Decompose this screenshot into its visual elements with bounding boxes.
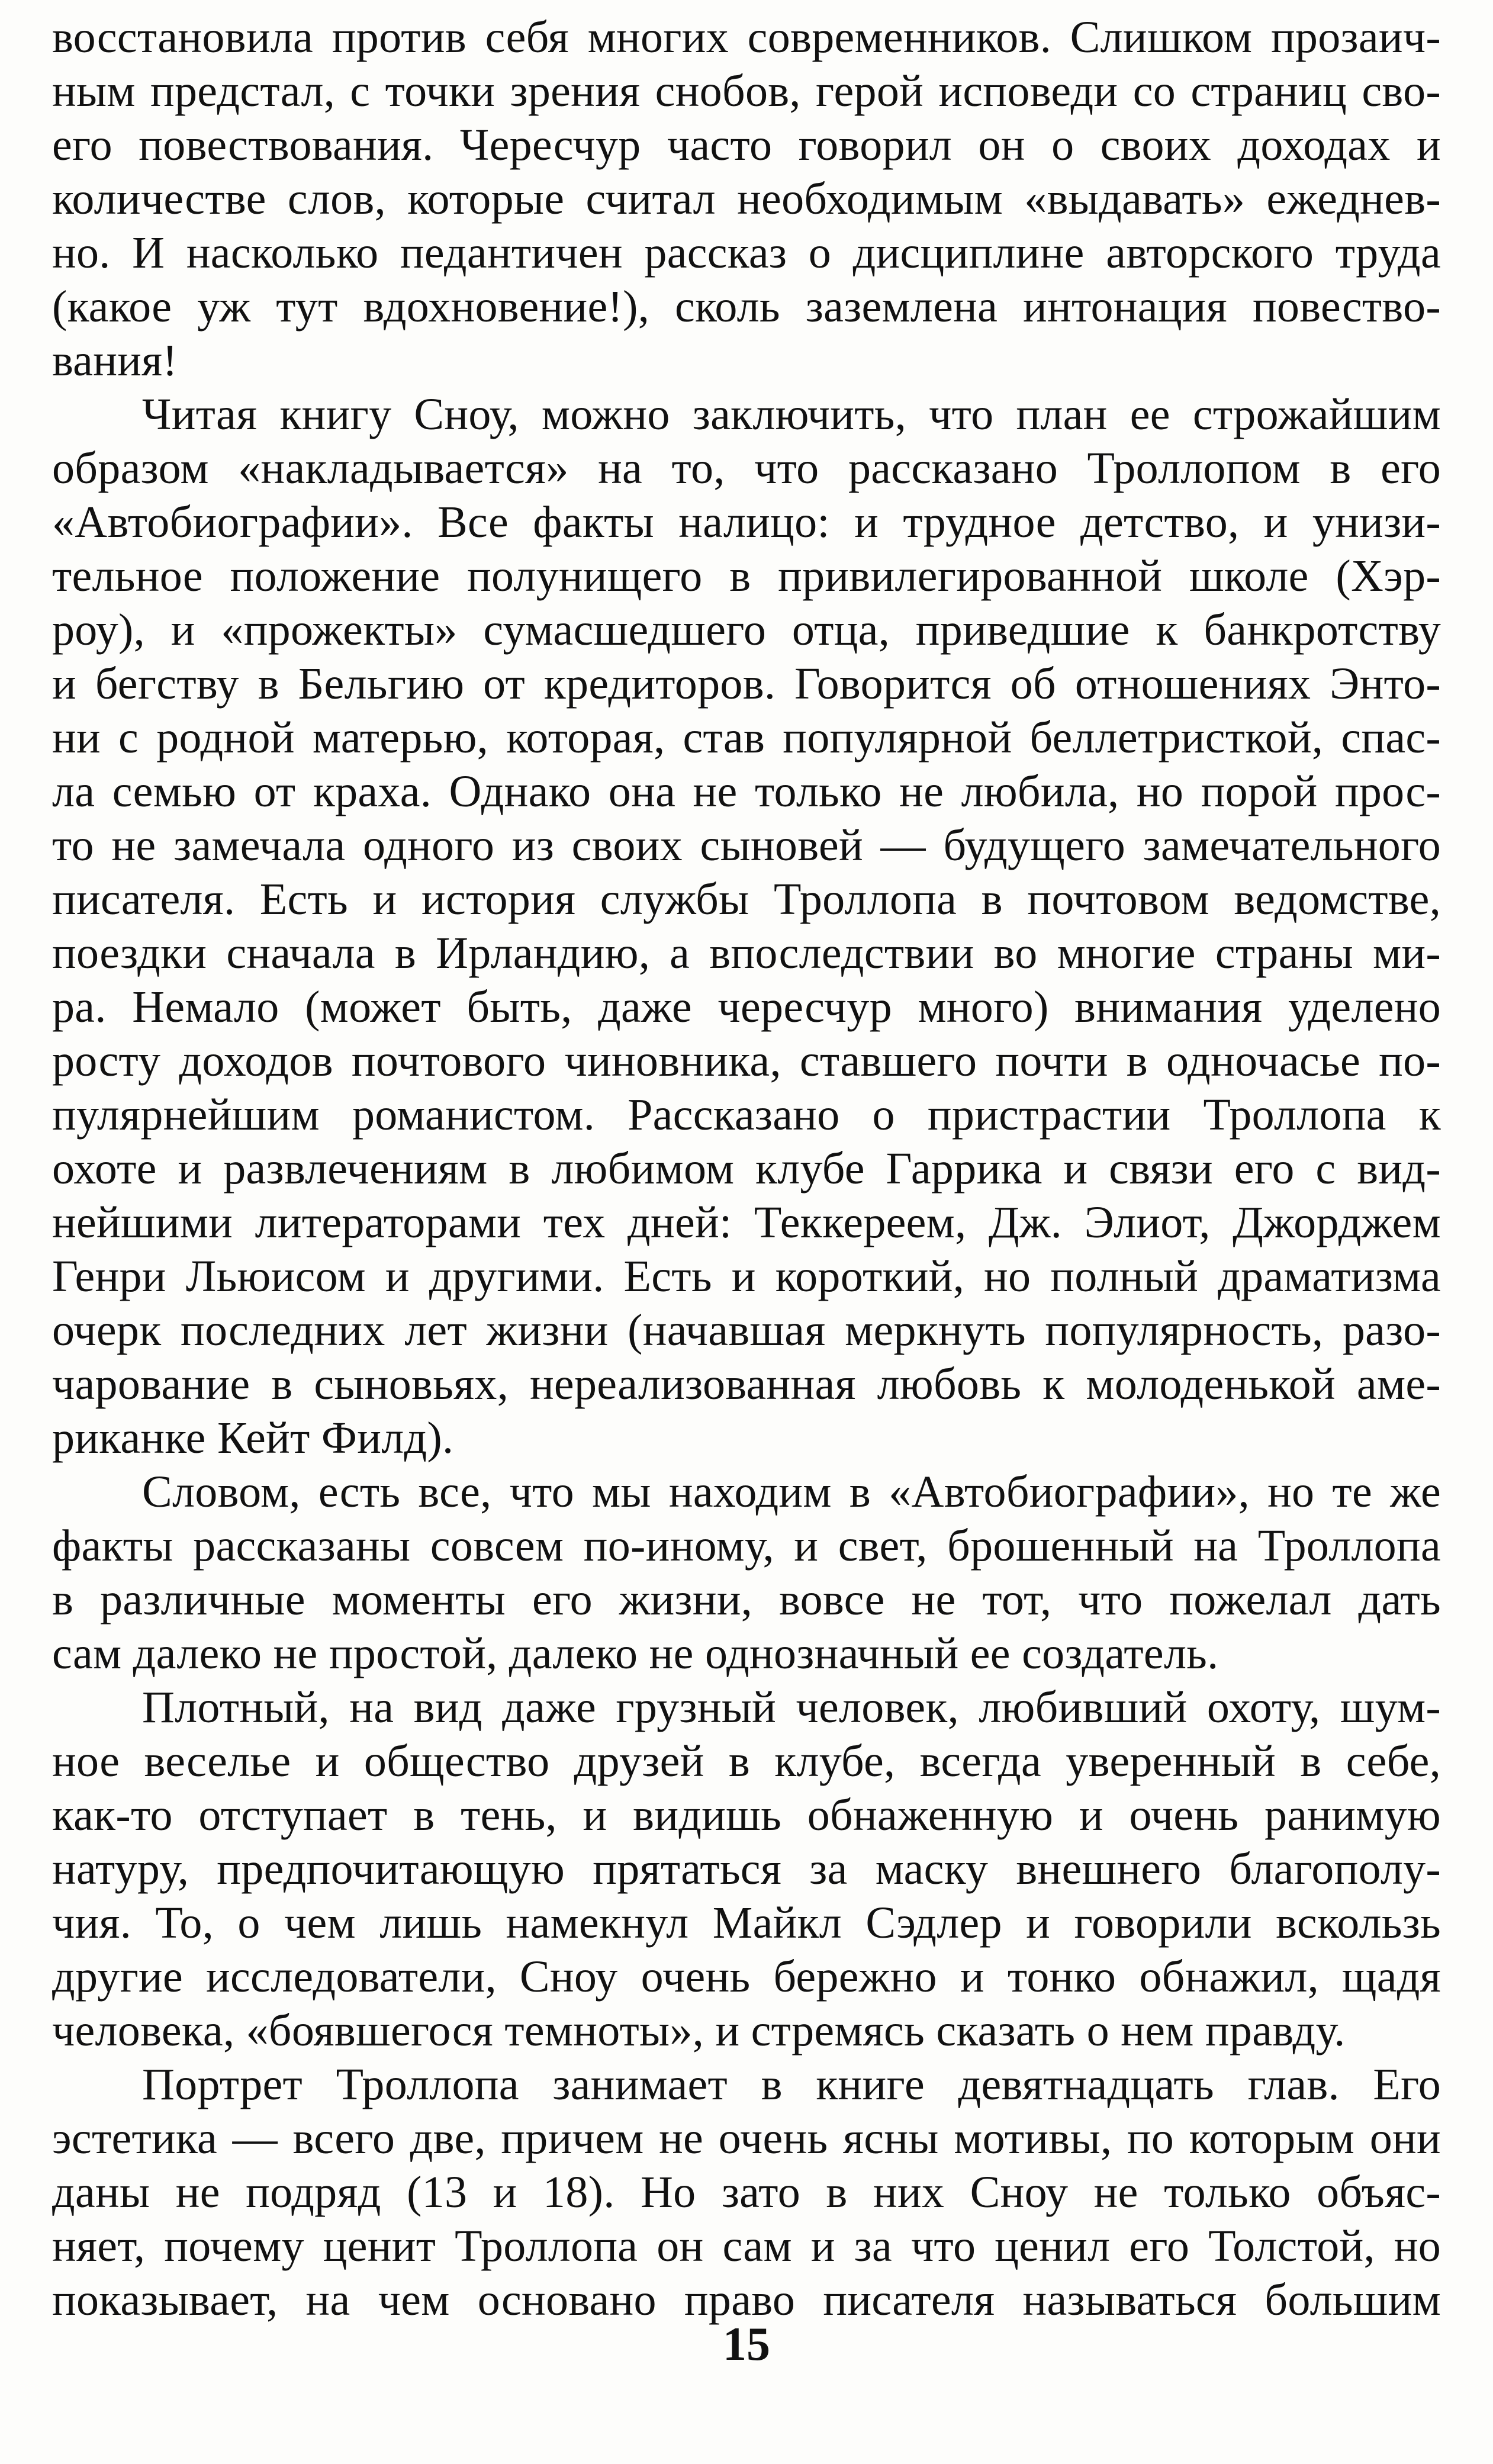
text-line: Читая книгу Сноу, можно заключить, что план ее строжайшим	[142, 390, 1441, 439]
text-line: охоте и развлечениям в любимом клубе Гаррика и связи его с вид-	[52, 1144, 1441, 1194]
text-line: Генри Льюисом и другими. Есть и короткий, но полный драматизма	[52, 1252, 1441, 1301]
text-line: в различные моменты его жизни, вовсе не тот, что пожелал дать	[52, 1575, 1441, 1625]
page-number: 15	[723, 2318, 770, 2370]
text-line: сам далеко не простой, далеко не однозначный ее создатель.	[52, 1629, 1219, 1678]
text-line: ное веселье и общество друзей в клубе, всегда уверенный в себе,	[52, 1736, 1441, 1786]
text-line: ни с родной матерью, которая, став популярной беллетристкой, спас-	[52, 713, 1441, 763]
text-line: росту доходов почтового чиновника, ставшего почти в одночасье по-	[52, 1036, 1441, 1086]
text-line: няет, почему ценит Троллопа он сам и за что ценил его Толстой, но	[52, 2221, 1441, 2271]
text-line: его повествования. Чересчур часто говорил он о своих доходах и	[52, 120, 1441, 170]
text-line: факты рассказаны совсем по-иному, и свет, брошенный на Троллопа	[52, 1521, 1441, 1571]
text-line: нейшими литераторами тех дней: Теккереем, Дж. Элиот, Джорджем	[52, 1198, 1441, 1247]
body-text	[52, 11, 1441, 2327]
text-line: ным предстал, с точки зрения снобов, герой исповеди со страниц сво-	[52, 66, 1441, 116]
text-line: как-то отступает в тень, и видишь обнаженную и очень ранимую	[52, 1790, 1441, 1840]
text-line: натуру, предпочитающую прятаться за маску внешнего благополу-	[52, 1844, 1441, 1894]
text-line: (какое уж тут вдохновение!), сколь заземлена интонация повество-	[52, 282, 1441, 332]
text-line: даны не подряд (13 и 18). Но зато в них Сноу не только объяс-	[52, 2167, 1441, 2217]
text-line: другие исследователи, Сноу очень бережно и тонко обнажил, щадя	[52, 1952, 1441, 2002]
text-line: «Автобиографии». Все факты налицо: и трудное детство, и унизи-	[52, 497, 1441, 547]
text-line: риканке Кейт Филд).	[52, 1413, 454, 1463]
text-line: Словом, есть все, что мы находим в «Автобиографии», но те же	[142, 1467, 1441, 1517]
text-line: чия. То, о чем лишь намекнул Майкл Сэдлер и говорили вскользь	[52, 1898, 1441, 1948]
text-line: но. И насколько педантичен рассказ о дисциплине авторского труда	[52, 228, 1441, 278]
text-line: количестве слов, которые считал необходимым «выдавать» ежеднев-	[52, 174, 1441, 224]
text-line: роу), и «прожекты» сумасшедшего отца, приведшие к банкротству	[52, 605, 1441, 655]
text-line: ра. Немало (может быть, даже чересчур много) внимания уделено	[52, 982, 1441, 1032]
text-line: восстановила против себя многих современников. Слишком прозаич-	[52, 12, 1441, 62]
text-line: пулярнейшим романистом. Рассказано о пристрастии Троллопа к	[52, 1090, 1441, 1140]
text-line: ла семью от краха. Однако она не только не любила, но порой прос-	[52, 767, 1441, 816]
text-line: чарование в сыновьях, нереализованная любовь к молоденькой аме-	[52, 1359, 1441, 1409]
text-line: человека, «боявшегося темноты», и стремясь сказать о нем правду.	[52, 2006, 1346, 2056]
text-line: вания!	[52, 336, 178, 385]
text-line: Плотный, на вид даже грузный человек, любивший охоту, шум-	[142, 1683, 1441, 1732]
text-line: эстетика — всего две, причем не очень ясны мотивы, по которым они	[52, 2114, 1441, 2163]
text-line: образом «накладывается» на то, что рассказано Троллопом в его	[52, 443, 1441, 493]
text-line: тельное положение полунищего в привилегированной школе (Хэр-	[52, 551, 1441, 601]
text-line: показывает, на чем основано право писателя называться большим	[52, 2275, 1441, 2325]
text-line: и бегству в Бельгию от кредиторов. Говорится об отношениях Энто-	[52, 659, 1441, 709]
text-line: поездки сначала в Ирландию, а впоследствии во многие страны ми-	[52, 928, 1441, 978]
text-line: писателя. Есть и история службы Троллопа в почтовом ведомстве,	[52, 874, 1441, 924]
text-line: очерк последних лет жизни (начавшая меркнуть популярность, разо-	[52, 1305, 1441, 1355]
text-line: Портрет Троллопа занимает в книге девятнадцать глав. Его	[142, 2060, 1441, 2109]
text-line: то не замечала одного из своих сыновей — будущего замечательного	[52, 821, 1441, 870]
